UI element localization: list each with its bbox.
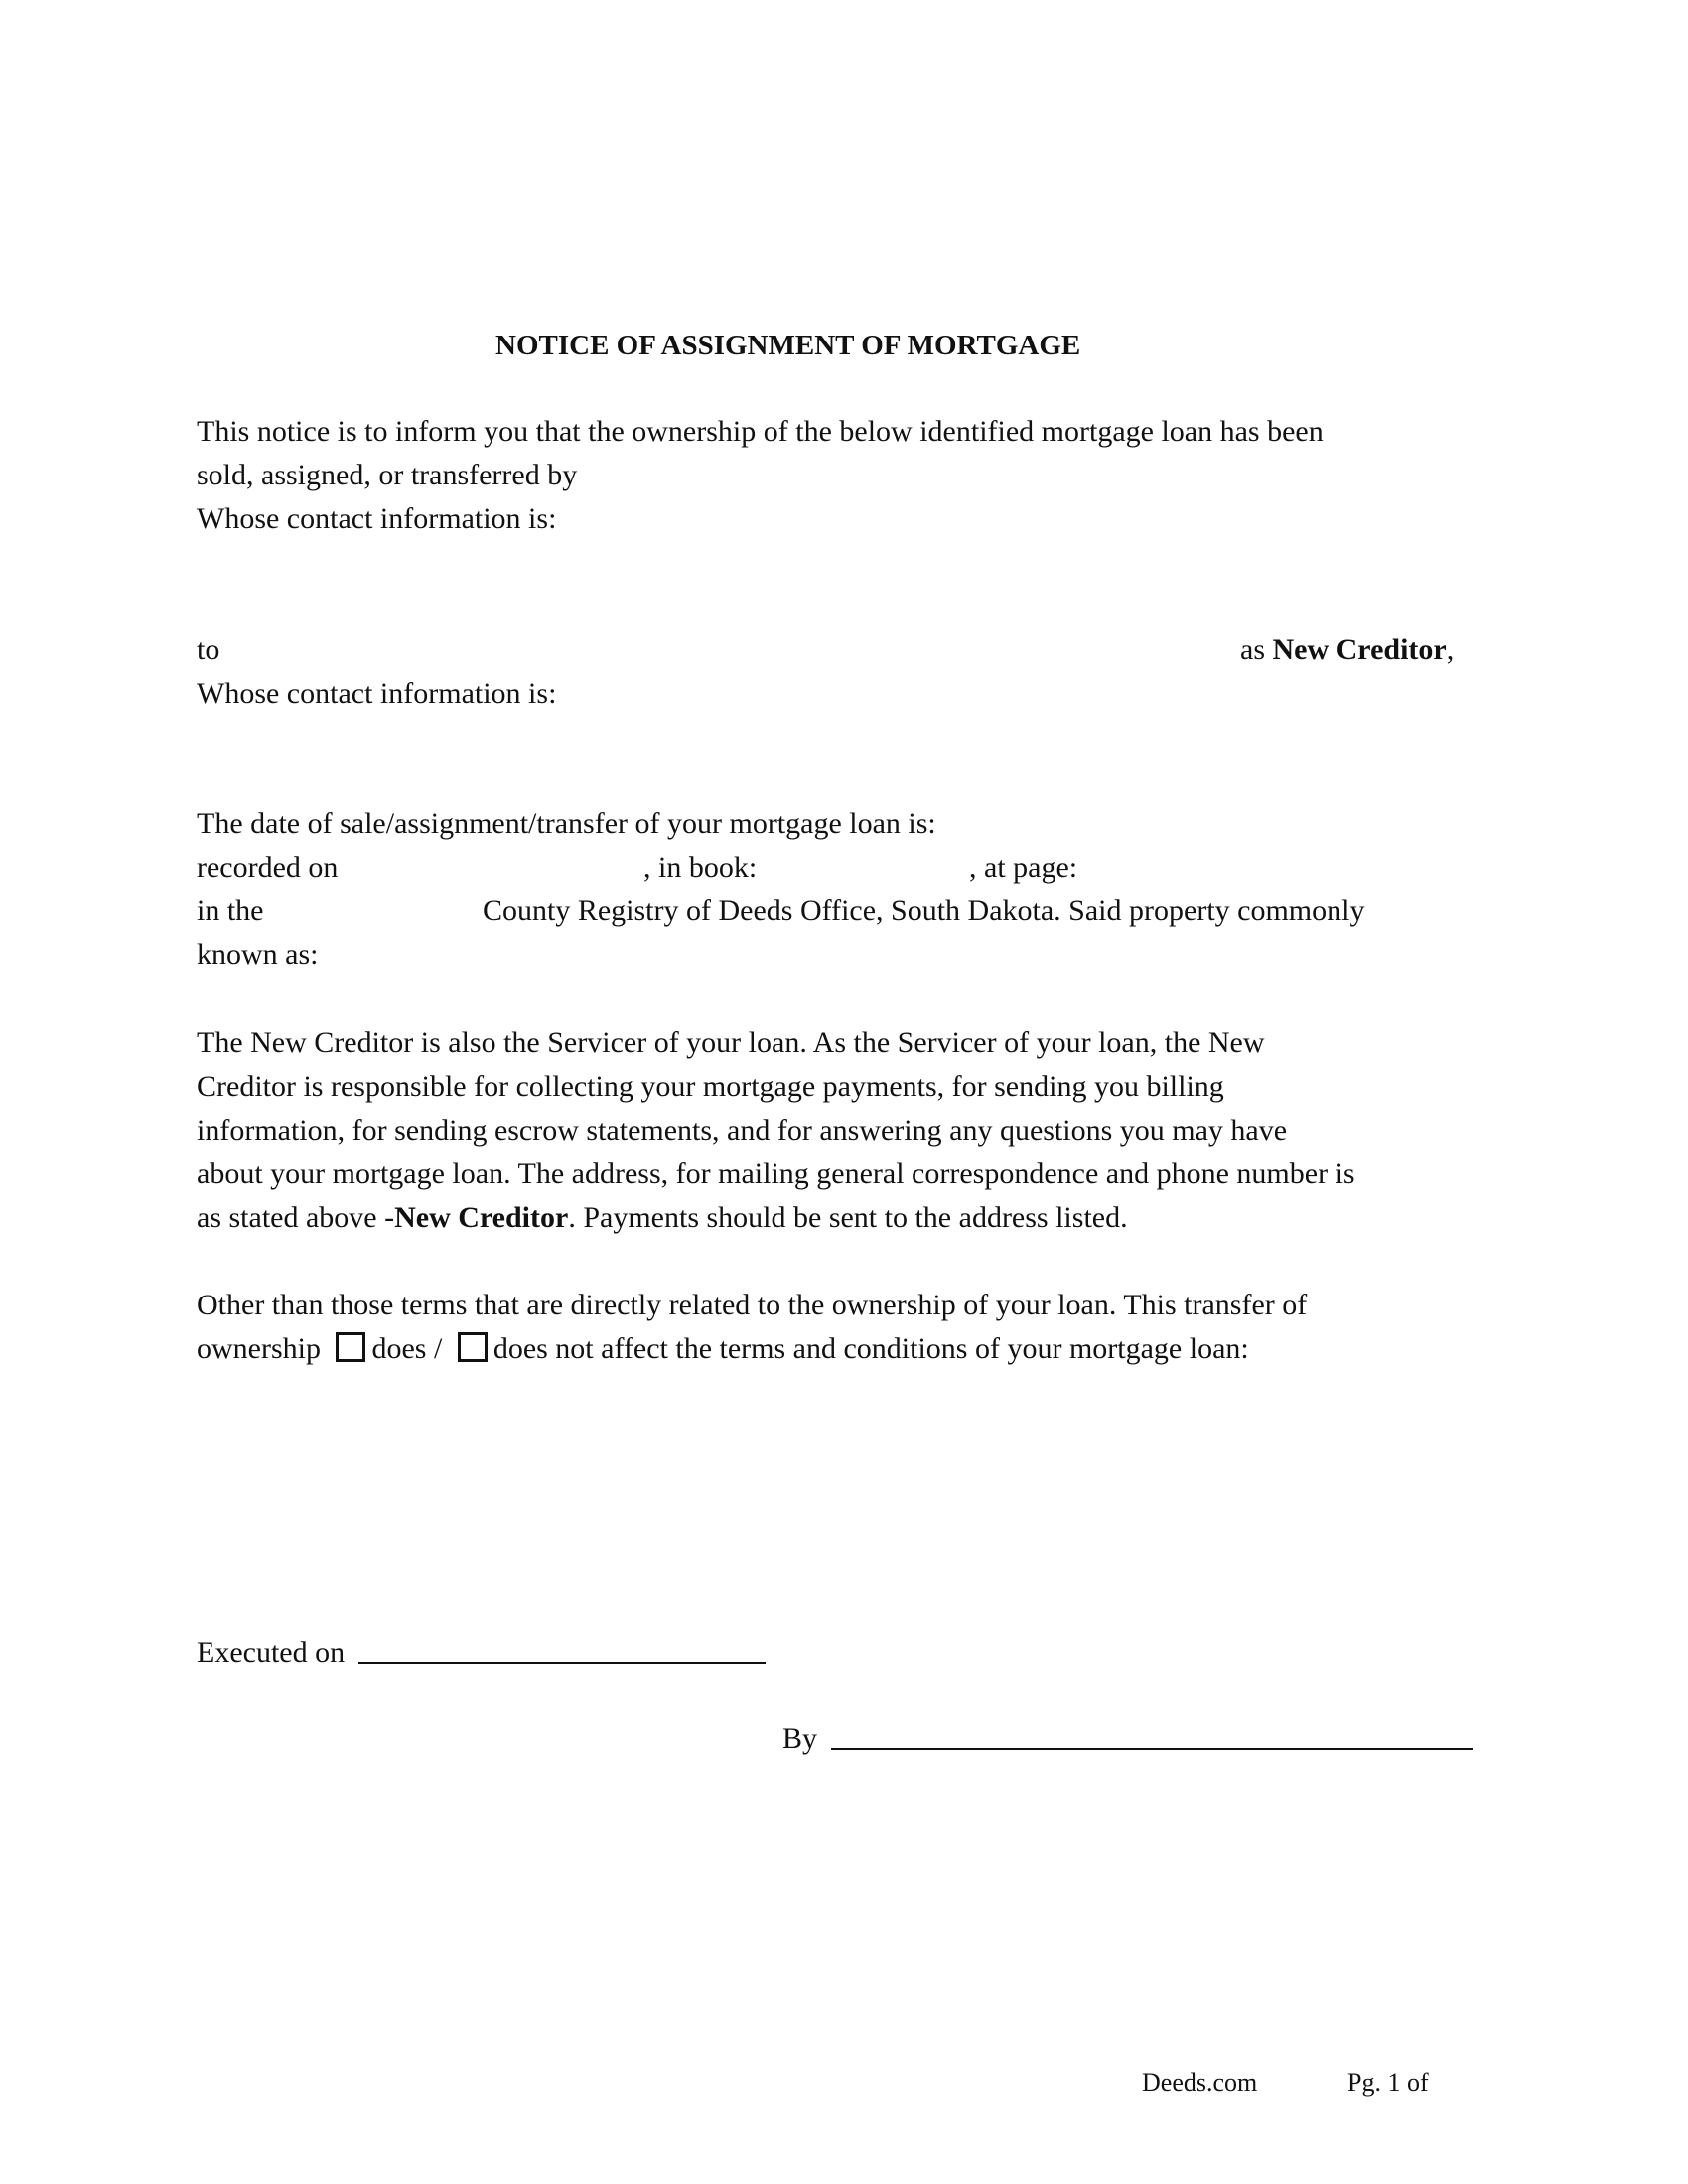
- new-creditor-label: New Creditor: [1272, 633, 1447, 666]
- to-label: to: [197, 633, 220, 666]
- executed-on-date-line[interactable]: [358, 1632, 766, 1664]
- servicer-line-5: [197, 1196, 1128, 1240]
- servicer-line-4: about your mortgage loan. The address, for mailing general correspondence and phone number is: [197, 1158, 1355, 1190]
- transfer-date-label: The date of sale/assignment/transfer of your mortgage loan is:: [197, 807, 936, 840]
- servicer-line-5-pre: as stated above -: [197, 1201, 395, 1234]
- county-registry-text: County Registry of Deeds Office, South Dakota. Said property commonly: [483, 894, 1365, 927]
- does-not-checkbox[interactable]: [458, 1332, 488, 1362]
- servicer-line-2: Creditor is responsible for collecting your mortgage payments, for sending you billing: [197, 1070, 1224, 1103]
- document-title: NOTICE OF ASSIGNMENT OF MORTGAGE: [495, 330, 1081, 361]
- intro-line-2: sold, assigned, or transferred by: [197, 459, 578, 491]
- servicer-line-1: The New Creditor is also the Servicer of your loan. As the Servicer of your loan, the New: [197, 1026, 1265, 1059]
- does-not-label: does not affect the terms and conditions of your mortgage loan:: [492, 1332, 1249, 1365]
- as-label: as: [1240, 633, 1265, 666]
- intro-line-1: This notice is to inform you that the ownership of the below identified mortgage loan has been: [197, 415, 1324, 448]
- executed-on-row: [197, 1631, 766, 1675]
- in-the-label: in the: [197, 894, 264, 927]
- known-as-label: known as:: [197, 938, 319, 971]
- footer-site: Deeds.com: [1142, 2068, 1258, 2097]
- executed-on-label: Executed on: [197, 1636, 346, 1669]
- footer-page-number: Pg. 1 of: [1347, 2068, 1429, 2097]
- does-label: does /: [371, 1332, 443, 1365]
- new-creditor-designation: [1240, 628, 1454, 672]
- in-book-label: , in book:: [643, 851, 758, 884]
- by-label: By: [782, 1722, 818, 1755]
- by-row: [782, 1717, 1473, 1761]
- at-page-label: , at page:: [969, 851, 1078, 884]
- terms-line-1: Other than those terms that are directly related to the ownership of your loan. This transfer of: [197, 1289, 1308, 1321]
- intro-contact-label: Whose contact information is:: [197, 502, 557, 535]
- servicer-line-5-post: . Payments should be sent to the address listed.: [568, 1201, 1128, 1234]
- new-creditor-contact-label: Whose contact information is:: [197, 677, 557, 710]
- recorded-on-label: recorded on: [197, 851, 339, 884]
- new-creditor-comma: ,: [1446, 633, 1455, 666]
- servicer-line-3: information, for sending escrow statements, and for answering any questions you may have: [197, 1114, 1288, 1147]
- does-checkbox[interactable]: [336, 1332, 365, 1362]
- servicer-new-creditor: New Creditor: [394, 1201, 569, 1234]
- terms-line-2: [197, 1327, 1249, 1371]
- ownership-label: ownership: [197, 1332, 321, 1365]
- signature-line[interactable]: [831, 1718, 1473, 1750]
